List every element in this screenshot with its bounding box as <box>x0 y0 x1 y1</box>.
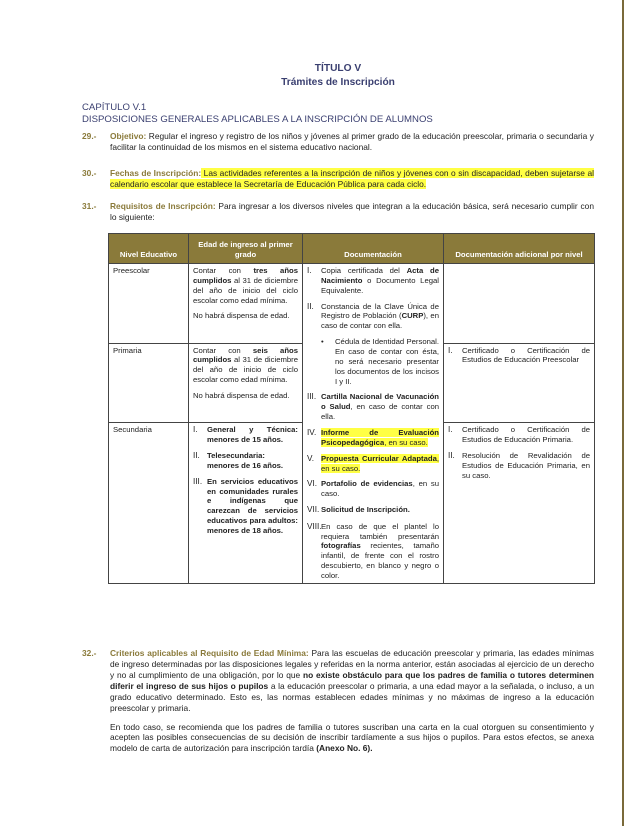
list-item: II. Resolución de Revalidación de Estudios de Educación Primaria, en su caso. <box>448 450 590 480</box>
header-adicional: Documentación adicional por nivel <box>444 234 595 264</box>
list-item: VIII. En caso de que el plantel lo requiera también presentarán fotografías recientes, tamaño infantil, de frente con el rostro descubierto, en blanco y negro o color. <box>307 521 439 580</box>
list-item: II. Constancia de la Clave Única de Registro de Población (CURP), en caso de contar con ella. • Cédula de Identidad Personal. En caso de contar con ésta, no será necesario presentar los documentos de los incisos I y II. <box>307 301 439 386</box>
article-number: 30.- <box>82 168 97 178</box>
nivel-cell: Preescolar <box>109 264 189 344</box>
article-paragraph: En todo caso, se recomienda que los padres de familia o tutores suscriban una carta en la cual otorguen su consentimiento y acepten las posibles consecuencias de su decisión de inscribir tardíamente a sus hijos o pupilos. Para estos efectos, se anexa modelo de carta de autorización para inscripción tardía (Anexo No. 6). <box>110 721 594 754</box>
chapter-title: DISPOSICIONES GENERALES APLICABLES A LA INSCRIPCIÓN DE ALUMNOS <box>82 114 433 126</box>
adicional-cell <box>444 423 595 584</box>
edad-note: No habrá dispensa de edad. <box>193 311 290 321</box>
page-title <box>82 62 594 90</box>
list-item: I. General y Técnica: menores de 15 años. <box>193 425 298 445</box>
adicional-cell <box>444 264 595 344</box>
article-label: Criterios aplicables al Requisito de Edad Mínima: <box>110 648 309 658</box>
article-30 <box>82 168 594 190</box>
list-item: IV. Informe de Evaluación Psicopedagógica, en su caso. <box>307 428 439 447</box>
article-32 <box>82 648 594 754</box>
title-line-1: TÍTULO V <box>314 63 362 74</box>
article-label: Fechas de Inscripción: <box>110 168 202 178</box>
article-body <box>110 168 594 190</box>
header-edad: Edad de ingreso al primer grado <box>189 234 303 264</box>
header-nivel: Nivel Educativo <box>109 234 189 264</box>
list-item: III. Cartilla Nacional de Vacunación o Salud, en caso de contar con ella. <box>307 392 439 422</box>
list-item: I. Certificado o Certificación de Estudios de Educación Primaria. <box>448 425 590 445</box>
bullet-item: • Cédula de Identidad Personal. En caso de contar con ésta, no será necesario presentar los documentos de los incisos I y II. <box>321 337 439 386</box>
list-item: I. Certificado o Certificación de Estudios de Educación Preescolar <box>448 345 590 365</box>
nivel-cell: Secundaria <box>109 423 189 584</box>
requirements-table <box>108 233 595 584</box>
article-text-highlighted: Las actividades referentes a la inscripción de niños y jóvenes con o sin discapacidad, deben sujetarse al calendario escolar que establece la Secretaría de Educación Pública para cada ciclo. <box>110 168 594 189</box>
list-item: I. Copia certificada del Acta de Nacimiento o Documento Legal Equivalente. <box>307 266 439 295</box>
article-body <box>110 131 594 153</box>
chapter-number: CAPÍTULO V.1 <box>82 102 147 113</box>
article-paragraph: Criterios aplicables al Requisito de Edad Mínima: Para las escuelas de educación preescolar y primaria, las edades mínimas de ingreso determinadas por las disposiciones legales y referidas en la norma anterior, están asociadas al ejercicio de un derecho y no al cumplimiento de una obligación, por lo que no existe obstáculo para que los padres de familia o tutores determinen diferir el ingreso de sus hijos o pupilos a la educación preescolar o primaria, a una edad mayor a la señalada, o incluso, a un grado educativo determinado. Esto es, las normas establecen edades mínimas y no máximas de ingreso a la educación preescolar y primaria. <box>110 648 595 713</box>
table-header-row <box>109 234 595 264</box>
article-31 <box>82 201 594 223</box>
documentacion-list <box>307 266 439 581</box>
bullet-icon: • <box>321 337 324 347</box>
article-number: 31.- <box>82 201 97 211</box>
title-line-2: Trámites de Inscripción <box>281 76 395 88</box>
edad-cell: Contar con tres años cumplidos al 31 de diciembre del año de inicio del ciclo escolar como edad mínima. No habrá dispensa de edad. <box>189 264 303 344</box>
adicional-cell <box>444 343 595 423</box>
chapter-heading <box>82 102 433 127</box>
article-text: Regular el ingreso y registro de los niños y jóvenes al primer grado de la educación preescolar, primaria o secundaria y facilitar la continuidad de los mismos en el sistema educativo nacional. <box>110 131 594 152</box>
list-item: VI. Portafolio de evidencias, en su caso. <box>307 479 440 499</box>
edad-cell <box>189 423 303 584</box>
documentacion-cell <box>303 264 444 584</box>
article-label: Objetivo: <box>110 131 147 141</box>
article-body <box>110 201 594 223</box>
header-documentacion: Documentación <box>303 234 444 264</box>
list-item: III. En servicios educativos en comunidades rurales e indígenas que carezcan de servicios educativos para adultos: menores de 18 años. <box>193 476 298 535</box>
article-text: Para ingresar a los diversos niveles que integran a la educación básica, será necesario cumplir con lo siguiente: <box>110 201 594 222</box>
margin-rule <box>622 0 624 826</box>
article-number: 32.- <box>82 648 97 658</box>
article-29 <box>82 131 594 153</box>
edad-cell: Contar con seis años cumplidos al 31 de diciembre del año de inicio de ciclo escolar como edad mínima. No habrá dispensa de edad. <box>189 343 303 423</box>
list-item: V. Propuesta Curricular Adaptada, en su caso. <box>307 453 439 473</box>
edad-note: No habrá dispensa de edad. <box>193 391 290 401</box>
article-label: Requisitos de Inscripción: <box>110 201 216 211</box>
nivel-cell: Primaria <box>109 343 189 423</box>
list-item: II. Telesecundaria: menores de 16 años. <box>193 450 284 470</box>
article-body <box>110 648 594 754</box>
table-row <box>109 264 595 344</box>
list-item: VII. Solicitud de Inscripción. <box>307 505 410 515</box>
article-number: 29.- <box>82 131 97 141</box>
